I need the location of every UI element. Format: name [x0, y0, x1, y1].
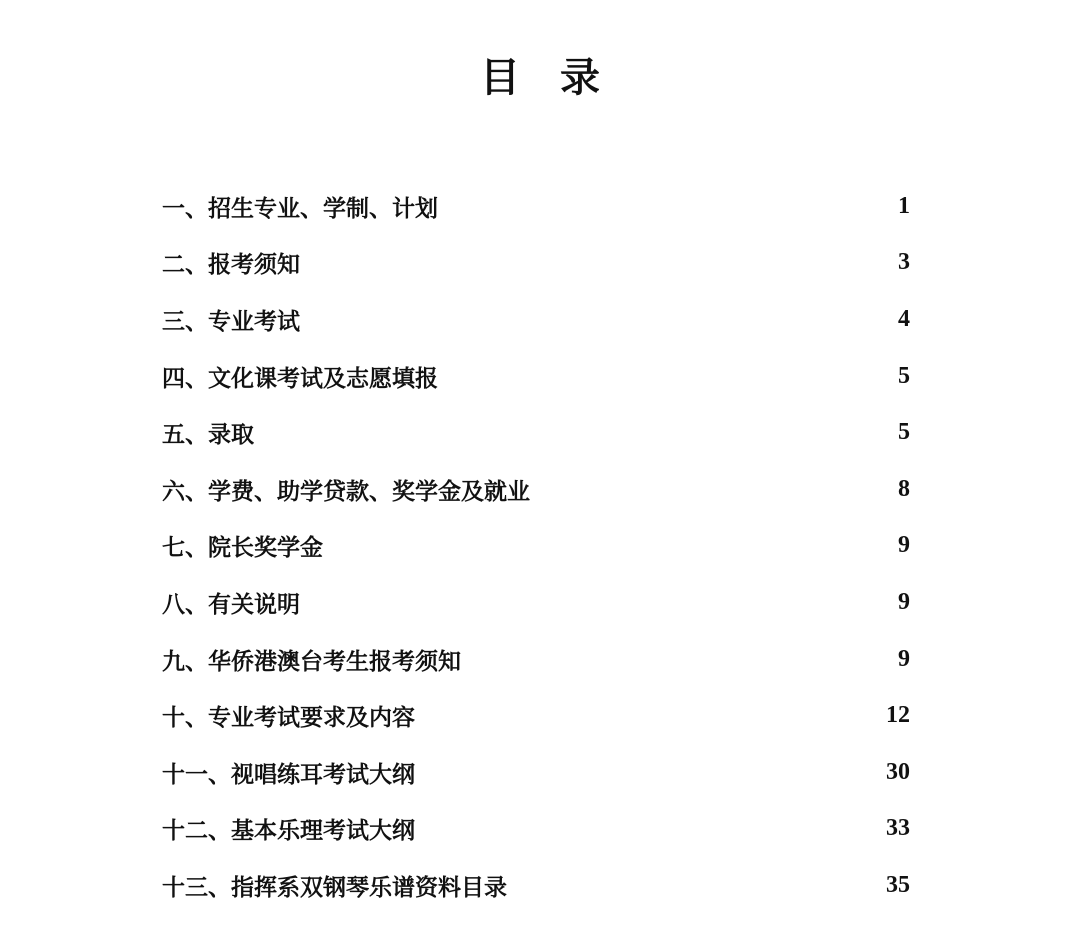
toc-entry-label: 十一、视唱练耳考试大纲	[162, 760, 415, 788]
toc-entry-page-number: 9	[898, 645, 910, 672]
toc-entry-label: 四、文化课考试及志愿填报	[162, 364, 438, 392]
toc-entry-page-number: 9	[898, 532, 910, 559]
page-title: 目录	[480, 54, 640, 101]
toc-entry-page-number: 33	[886, 815, 910, 842]
toc-entry	[162, 235, 910, 292]
toc-entry-label: 七、院长奖学金	[162, 534, 323, 562]
toc-entry-label: 十三、指挥系双钢琴乐谱资料目录	[162, 873, 507, 901]
toc-entry-label: 十、专业考试要求及内容	[162, 704, 415, 732]
toc-entry-page-number: 5	[898, 419, 910, 446]
toc-entry	[162, 404, 910, 461]
toc-entry-page-number: 5	[898, 362, 910, 389]
toc-entry	[162, 291, 910, 348]
toc-entry	[162, 178, 910, 235]
toc-entry-page-number: 8	[898, 475, 910, 502]
toc-entry-label: 五、录取	[162, 421, 254, 449]
toc-entry	[162, 518, 910, 575]
toc-entry	[162, 574, 910, 631]
toc-entry-label: 十二、基本乐理考试大纲	[162, 817, 415, 845]
toc-entry	[162, 461, 910, 518]
toc-entry-label: 六、学费、助学贷款、奖学金及就业	[162, 477, 530, 505]
toc-entry-page-number: 1	[898, 192, 910, 219]
toc-entry	[162, 744, 910, 801]
toc-entry	[162, 857, 910, 914]
toc-entry-page-number: 30	[886, 758, 910, 785]
toc-entry-label: 三、专业考试	[162, 307, 300, 335]
toc-entry-page-number: 9	[898, 588, 910, 615]
toc-entry-label: 二、报考须知	[162, 251, 300, 279]
toc-entry-page-number: 35	[886, 871, 910, 898]
toc-entry	[162, 348, 910, 405]
toc-entry	[162, 687, 910, 744]
toc-entry	[162, 801, 910, 858]
toc-entry-label: 八、有关说明	[162, 590, 300, 618]
toc-entry-label: 九、华侨港澳台考生报考须知	[162, 647, 461, 675]
toc-entry-label: 一、招生专业、学制、计划	[162, 194, 438, 222]
table-of-contents	[162, 178, 910, 914]
toc-entry-page-number: 12	[886, 702, 910, 729]
toc-entry-page-number: 4	[898, 305, 910, 332]
toc-entry-page-number: 3	[898, 249, 910, 276]
toc-entry	[162, 631, 910, 688]
